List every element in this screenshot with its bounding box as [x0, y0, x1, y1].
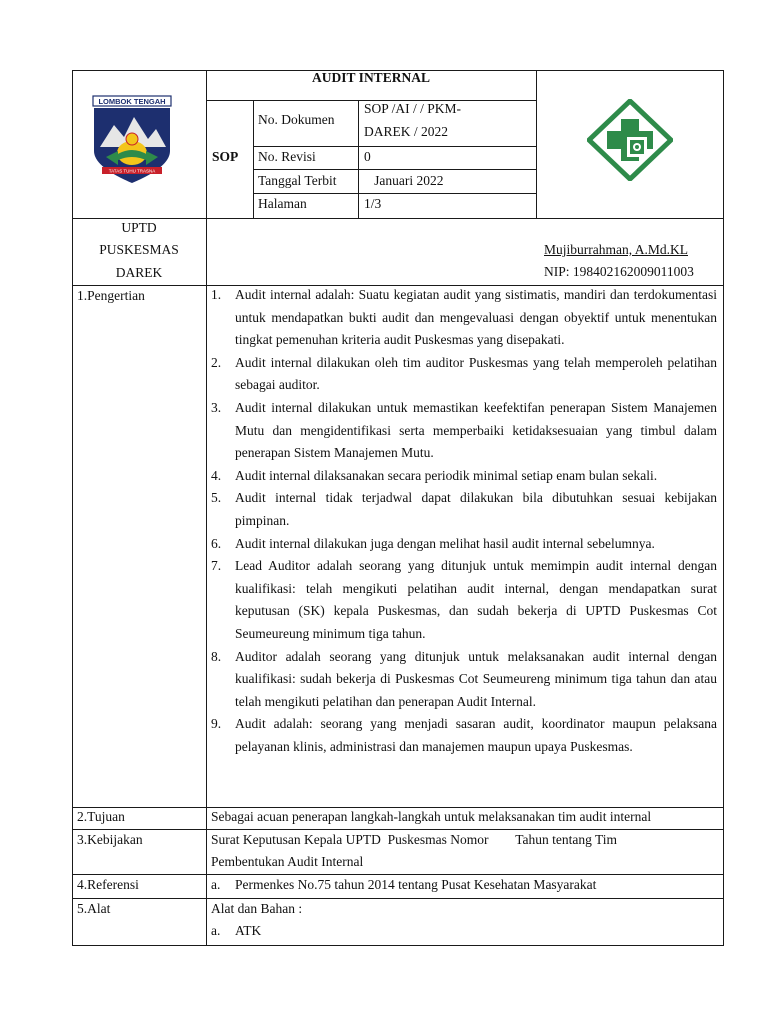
pengertian-label: 1.Pengertian: [77, 288, 145, 303]
alat-text: ATK: [235, 923, 262, 938]
list-number: 6.: [211, 535, 222, 551]
no-dokumen-value-line1: SOP /AI / / PKM-: [364, 101, 462, 116]
referensi-text: Permenkes No.75 tahun 2014 tentang Pusat Kesehatan Masyarakat: [235, 877, 597, 892]
list-text: Audit internal dilaksanakan secara periodik minimal setiap enam bulan sekali.: [235, 467, 658, 483]
list-number: 2.: [211, 354, 222, 370]
alat-label: 5.Alat: [77, 901, 111, 916]
no-dokumen-label: No. Dokumen: [258, 112, 335, 127]
no-revisi-value: 0: [364, 149, 371, 164]
signatory-name: Mujiburrahman, A.Md.KL: [544, 242, 688, 257]
list-text: Lead Auditor adalah seorang yang ditunjuk untuk memimpin audit internal dengan kualifikasi: telah mengikuti pelatihan audit internal, dengan mendapatkan surat keputusan (SK) kepala Puskesmas, dan sudah bekerja di UPTD Puskesmas Cot Seumeureung minimum tiga tahun.: [235, 558, 717, 641]
lombok-tengah-logo: [92, 95, 172, 185]
list-number: 9.: [211, 716, 222, 732]
list-item: [211, 397, 717, 465]
list-item: [211, 646, 717, 714]
unit-line-3: DAREK: [115, 265, 163, 280]
crest-motto: TATAS TUHU TRASNA: [108, 168, 156, 174]
kebijakan-text-line2: Pembentukan Audit Internal: [211, 854, 364, 869]
no-dokumen-value-line2: DAREK / 2022: [364, 124, 448, 139]
list-text: Audit internal dilakukan juga dengan melihat hasil audit internal sebelumnya.: [235, 535, 655, 551]
list-item: [211, 352, 717, 397]
list-number: 8.: [211, 648, 222, 664]
list-text: Audit adalah: seorang yang menjadi sasaran audit, koordinator maupun pelaksana pelayanan klinis, administrasi dan manajemen maupun upaya Puskesmas.: [235, 716, 717, 754]
list-item: [211, 284, 717, 352]
list-text: Audit internal adalah: Suatu kegiatan audit yang sistimatis, mandiri dan terdokumentasi untuk mendapatkan bukti audit dan mengevaluasi dengan obyektif untuk menentukan tingkat pemenuhan kriteria audit Puskesmas yang disepakati.: [235, 287, 717, 348]
list-number: 1.: [211, 287, 222, 302]
list-text: Audit internal dilakukan untuk memastikan keefektifan penerapan Sistem Manajemen Mutu dan mengidentifikasi serta memperbaiki ketidaksesuaian yang timbul dalam penerapan Sistem Manajemen Mutu.: [235, 399, 717, 461]
list-number: 7.: [211, 558, 222, 574]
halaman-value: 1/3: [364, 196, 382, 211]
sop-label: SOP: [212, 149, 239, 164]
list-text: Audit internal dilakukan oleh tim auditor Puskesmas yang telah memperoleh pelatihan sebagai auditor.: [235, 354, 717, 393]
alat-heading: Alat dan Bahan :: [211, 901, 303, 916]
document-title: AUDIT INTERNAL: [312, 70, 430, 85]
list-number: 5.: [211, 490, 222, 506]
list-item: [211, 487, 717, 532]
signatory-nip: NIP: 198402162009011003: [544, 264, 694, 279]
list-number: 3.: [211, 399, 222, 415]
tanggal-terbit-label: Tanggal Terbit: [258, 173, 337, 188]
kebijakan-label: 3.Kebijakan: [77, 832, 143, 847]
alat-number: a.: [211, 923, 221, 938]
tanggal-terbit-value: Januari 2022: [364, 173, 444, 188]
pengertian-list: [211, 284, 717, 758]
unit-line-2: PUSKESMAS: [99, 242, 179, 257]
crest-regency-label: LOMBOK TENGAH: [98, 97, 166, 106]
list-number: 4.: [211, 467, 222, 483]
tujuan-text: Sebagai acuan penerapan langkah-langkah untuk melaksanakan tim audit internal: [211, 809, 652, 824]
list-item: [211, 713, 717, 758]
no-revisi-label: No. Revisi: [258, 149, 316, 164]
referensi-number: a.: [211, 877, 221, 892]
referensi-label: 4.Referensi: [77, 877, 139, 892]
unit-line-1: UPTD: [121, 220, 157, 235]
list-text: Auditor adalah seorang yang ditunjuk untuk melaksanakan audit internal dengan kualifikasi: sudah bekerja di Puskesmas Cot Seumeureng minimum tiga tahun dan atau telah mengikuti pelatihan dan penerapan Audit Internal.: [235, 648, 717, 709]
list-item: [211, 555, 717, 645]
tujuan-label: 2.Tujuan: [77, 809, 125, 824]
kebijakan-text-line1: Surat Keputusan Kepala UPTD Puskesmas Nomor Tahun tentang Tim: [211, 832, 618, 847]
halaman-label: Halaman: [258, 196, 307, 211]
list-item: [211, 533, 717, 556]
puskesmas-logo: [587, 99, 673, 181]
list-text: Audit internal tidak terjadwal dapat dilakukan bila dibutuhkan sesuai kebijakan pimpinan.: [235, 490, 717, 528]
list-item: [211, 465, 717, 488]
